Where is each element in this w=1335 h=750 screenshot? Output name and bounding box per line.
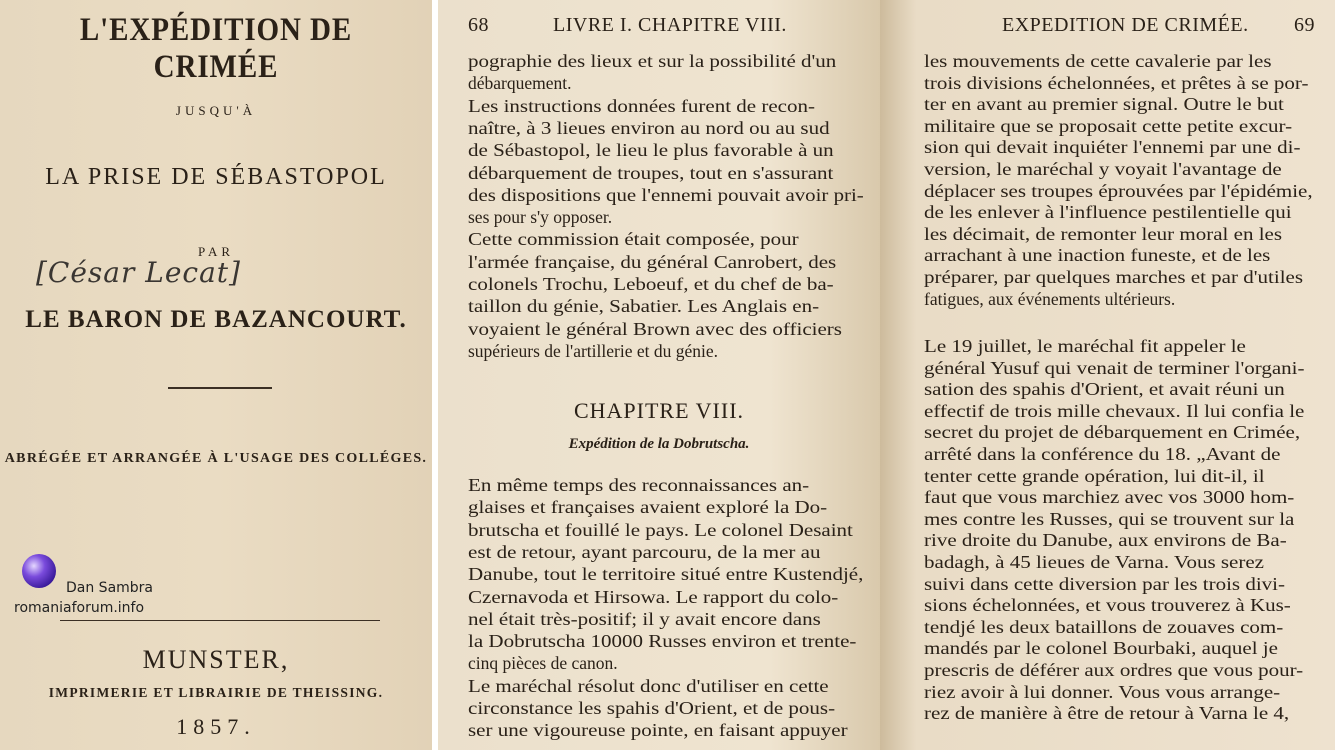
text-line: supérieurs de l'artillerie et du génie. [468, 340, 718, 361]
text-line: Les instructions données furent de recon- [468, 95, 815, 116]
publication-city: MUNSTER, [142, 645, 290, 674]
text-line: sion qui devait inquiéter l'ennemi par une di- [924, 137, 1301, 158]
text-line: suivi dans cette diversion par les trois divi- [924, 573, 1286, 594]
text-line: Le 19 juillet, le maréchal fit appeler le [924, 336, 1246, 356]
text-line: cinq pièces de canon. [468, 653, 618, 674]
globe-logo-icon [22, 554, 56, 588]
text-line: Danube, tout le territoire situé entre Kustendjé, [468, 564, 864, 585]
text-line: voyaient le général Brown avec des officiers [468, 318, 842, 339]
text-line: de les enlever à l'influence pestilentielle qui [924, 202, 1292, 223]
text-line: ter en avant au premier signal. Outre le but [924, 94, 1284, 115]
text-line: l'armée française, du général Canrobert, des [468, 251, 837, 272]
text-line: tenter cette grande opération, lui dit-il, il [924, 465, 1265, 486]
running-head-left: LIVRE I. CHAPITRE VIII. [553, 14, 787, 36]
text-line: débarquement de troupes, tout en s'assurant [468, 162, 834, 183]
watermark-site: romaniaforum.info [14, 600, 145, 616]
text-line: Le maréchal résolut donc d'utiliser en cette [468, 675, 829, 696]
text-line: de Sébastopol, le lieu le plus favorable à un [468, 140, 834, 161]
book-title: L'EXPÉDITION DE CRIMÉE [79, 12, 353, 85]
page-number-left: 68 [468, 14, 489, 36]
watermark [12, 552, 162, 624]
text-line: rez de manière à être de retour à Varna le 4, [924, 703, 1290, 724]
text-line: mandés par le colonel Bourbaki, auquel je [924, 638, 1278, 659]
printer-name: IMPRIMERIE ET LIBRAIRIE DE THEISSING. [48, 685, 384, 700]
text-line: badagh, à 45 lieues de Varna. Vous serez [924, 552, 1264, 572]
text-line: prescris de déférer aux ordres que vous pour- [924, 660, 1304, 680]
text-line: faut que vous marchiez avec vos 3000 hom- [924, 487, 1295, 508]
text-line: trois divisions échelonnées, et prêtes à se por- [924, 72, 1309, 93]
text-line: la Dobrutscha 10000 Russes environ et trente- [468, 631, 857, 652]
text-line: arrachant à une inaction funeste, et de les [924, 245, 1271, 266]
text-line: glaises et françaises avaient exploré la Do- [468, 497, 828, 518]
text-line: les mouvements de cette cavalerie par les [924, 51, 1272, 71]
text-line: secret du projet de débarquement en Crimée, [924, 422, 1301, 443]
text-line: des dispositions que l'ennemi pouvait avoir pri- [468, 184, 864, 205]
text-line: général Yusuf qui venait de terminer l'organi- [924, 357, 1305, 378]
right-book-page [880, 0, 1335, 750]
text-line: les décimait, de remonter leur moral en les [924, 223, 1283, 244]
text-line: Cette commission était composée, pour [468, 229, 799, 250]
text-line: version, le maréchal y voyait l'avantage de [924, 159, 1282, 179]
text-line: riez avoir à lui donner. Vous vous arrange- [924, 681, 1281, 702]
text-line: fatigues, aux événements ultérieurs. [924, 288, 1176, 309]
text-line: est de retour, ayant parcouru, de la mer au [468, 541, 821, 562]
text-line: préparer, par quelques marches et par d'utiles [924, 267, 1304, 287]
text-line: effectif de trois mille chevaux. Il lui confia le [924, 400, 1305, 421]
text-line: brutscha et fouillé le pays. Le colonel Desaint [468, 519, 853, 540]
jusqua-label: JUSQU'À [175, 103, 257, 118]
par-label: PAR [197, 244, 235, 259]
text-line: débarquement. [468, 73, 572, 94]
text-line: taillon du génie, Sabatier. Les Anglais en- [468, 296, 820, 317]
text-line: sions échelonnées, et vous trouverez à Kus- [924, 595, 1291, 616]
divider-rule [168, 387, 272, 389]
title-page [0, 0, 432, 750]
watermark-name: Dan Sambra [66, 580, 154, 596]
page-number-right: 69 [1294, 14, 1315, 36]
text-line: mes contre les Russes, qui se trouvent sur la [924, 508, 1295, 529]
text-line: arrêté dans la conférence du 18. „Avant de [924, 444, 1281, 464]
text-line: colonels Trochu, Leboeuf, et du chef de ba- [468, 274, 834, 294]
text-line: pographie des lieux et sur la possibilité d'un [468, 51, 837, 71]
book-subtitle: LA PRISE DE SÉBASTOPOL [45, 164, 387, 190]
chapter-subtitle: Expédition de la Dobrutscha. [568, 436, 750, 452]
text-line: sation des spahis d'Orient, et avait réuni un [924, 379, 1285, 400]
text-line: déplacer ses troupes éprouvées par l'épidémie, [924, 180, 1313, 201]
text-line: militaire que se proposait cette petite excur- [924, 115, 1293, 136]
text-line: ser une vigoureuse pointe, en faisant appuyer [468, 720, 848, 741]
handwritten-note: [César Lecat] [36, 256, 241, 289]
publication-year: 1857. [176, 714, 256, 739]
text-line: rive droite du Danube, aux environs de Ba- [924, 530, 1287, 551]
running-head-right: EXPEDITION DE CRIMÉE. [1002, 14, 1249, 36]
left-book-page [438, 0, 880, 750]
text-line: tendjé les deux bataillons de zouaves com- [924, 616, 1284, 637]
text-line: naître, à 3 lieues environ au nord ou au sud [468, 117, 830, 138]
author-name: LE BARON DE BAZANCOURT. [25, 306, 407, 333]
text-line: circonstance les spahis d'Orient, et de pous- [468, 698, 836, 718]
text-line: ses pour s'y opposer. [468, 207, 613, 228]
text-line: nel était très-positif; il y avait encore dans [468, 608, 821, 629]
text-line: En même temps des reconnaissances an- [468, 475, 810, 495]
abridged-note: ABRÉGÉE ET ARRANGÉE À L'USAGE DES COLLÉGES. [4, 451, 428, 466]
chapter-heading: CHAPITRE VIII. [573, 398, 745, 423]
text-line: Czernavoda et Hirsowa. Le rapport du colo- [468, 586, 839, 607]
